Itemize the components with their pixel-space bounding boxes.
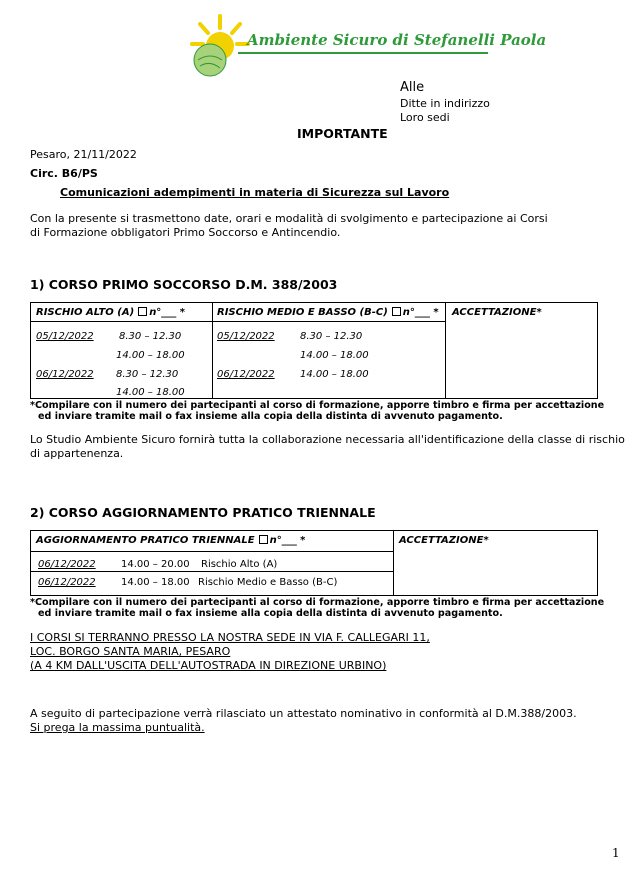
section1-note [30, 400, 620, 422]
section1-title: 1) CORSO PRIMO SOCCORSO D.M. 388/2003 [30, 277, 338, 292]
section1-para-line1: Lo Studio Ambiente Sicuro fornirà tutta la collaborazione necessaria all'identificazione della classe di rischio [30, 433, 625, 446]
section2-table [30, 530, 598, 596]
checkbox-rischio-medio[interactable] [392, 307, 401, 316]
col-accettazione-2[interactable] [394, 531, 598, 596]
recipient-line3: Loro sedi [400, 111, 450, 124]
document-heading: IMPORTANTE [297, 126, 388, 141]
header-rischio-medio-label: RISCHIO MEDIO E BASSO (B-C) [217, 307, 388, 318]
alto-time-4: 14.00 – 18.00 [116, 387, 185, 398]
col-rischio-medio [213, 303, 446, 399]
recipient-block [400, 80, 490, 124]
closing-line1: A seguito di partecipazione verrà rilasciato un attestato nominativo in conformità al D.M.388/2003. [30, 707, 577, 720]
alto-time-2: 14.00 – 18.00 [116, 350, 185, 361]
alto-time-1: 8.30 – 12.30 [119, 331, 182, 342]
section2-note-line2: ed inviare tramite mail o fax insieme alla copia della distinta di avvenuto pagamento. [38, 608, 503, 619]
agg-desc-1: Rischio Alto (A) [201, 559, 278, 570]
recipient-line1: Alle [400, 80, 425, 95]
page-number: 1 [612, 846, 620, 860]
circular-number: Circ. B6/PS [30, 167, 98, 180]
col-aggiornamento [31, 531, 394, 596]
logo-underline [238, 52, 488, 54]
alto-date-2: 06/12/2022 [36, 369, 94, 380]
col-rischio-alto [31, 303, 213, 399]
venue-line1: I CORSI SI TERRANNO PRESSO LA NOSTRA SEDE IN VIA F. CALLEGARI 11, [30, 631, 430, 644]
medio-time-2: 14.00 – 18.00 [300, 350, 369, 361]
subject: Comunicazioni adempimenti in materia di Sicurezza sul Lavoro [60, 186, 450, 199]
checkbox-rischio-alto[interactable] [138, 307, 147, 316]
agg-date-1: 06/12/2022 [38, 559, 96, 570]
agg-desc-2: Rischio Medio e Basso (B-C) [198, 577, 338, 588]
count-rischio-medio[interactable]: n°___ * [402, 307, 439, 318]
medio-date-2: 06/12/2022 [217, 369, 275, 380]
header-accettazione-2: ACCETTAZIONE* [399, 535, 489, 546]
count-aggiornamento[interactable]: n°___ * [269, 535, 306, 546]
agg-time-1: 14.00 – 20.00 [121, 559, 190, 570]
section1-note-line1: *Compilare con il numero dei partecipanti al corso di formazione, apporre timbro e firma per accettazione [30, 400, 605, 411]
section2-note-line1: *Compilare con il numero dei partecipanti al corso di formazione, apporre timbro e firma per accettazione [30, 597, 605, 608]
alto-time-3: 8.30 – 12.30 [116, 369, 179, 380]
header-aggiornamento [36, 535, 305, 546]
section1-para-line2: di appartenenza. [30, 447, 124, 460]
intro-line1: Con la presente si trasmettono date, orari e modalità di svolgimento e partecipazione ai Corsi [30, 212, 548, 225]
agg-date-2: 06/12/2022 [38, 577, 96, 588]
checkbox-aggiornamento[interactable] [259, 535, 268, 544]
header-rischio-alto-label: RISCHIO ALTO (A) [36, 307, 135, 318]
header-rischio-medio [217, 307, 439, 318]
section1-table [30, 302, 598, 399]
count-rischio-alto[interactable]: n°___ * [149, 307, 186, 318]
closing-block [30, 707, 577, 735]
logo-text: Ambiente Sicuro di Stefanelli Paola [247, 31, 547, 49]
section2-note [30, 597, 620, 619]
recipient-line2: Ditte in indirizzo [400, 97, 490, 110]
venue-line3: (A 4 KM DALL'USCITA DELL'AUTOSTRADA IN DIREZIONE URBINO) [30, 659, 387, 672]
header-accettazione-1: ACCETTAZIONE* [452, 307, 542, 318]
sun-logo-icon [190, 14, 250, 78]
col-accettazione-1[interactable] [446, 303, 598, 399]
medio-time-3: 14.00 – 18.00 [300, 369, 369, 380]
medio-time-1: 8.30 – 12.30 [300, 331, 363, 342]
venue-line2: LOC. BORGO SANTA MARIA, PESARO [30, 645, 231, 658]
intro-paragraph [30, 212, 548, 240]
place-date: Pesaro, 21/11/2022 [30, 148, 137, 161]
medio-date-1: 05/12/2022 [217, 331, 275, 342]
closing-line2: Si prega la massima puntualità. [30, 721, 205, 734]
section1-note-line2: ed inviare tramite mail o fax insieme alla copia della distinta di avvenuto pagamento. [38, 411, 503, 422]
intro-line2: di Formazione obbligatori Primo Soccorso e Antincendio. [30, 226, 341, 239]
venue-block [30, 631, 430, 673]
alto-date-1: 05/12/2022 [36, 331, 94, 342]
logo [190, 14, 547, 78]
header-rischio-alto [36, 307, 185, 318]
agg-time-2: 14.00 – 18.00 [121, 577, 190, 588]
section2-title: 2) CORSO AGGIORNAMENTO PRATICO TRIENNALE [30, 505, 376, 520]
header-aggiornamento-label: AGGIORNAMENTO PRATICO TRIENNALE [36, 535, 255, 546]
section1-paragraph [30, 433, 625, 461]
